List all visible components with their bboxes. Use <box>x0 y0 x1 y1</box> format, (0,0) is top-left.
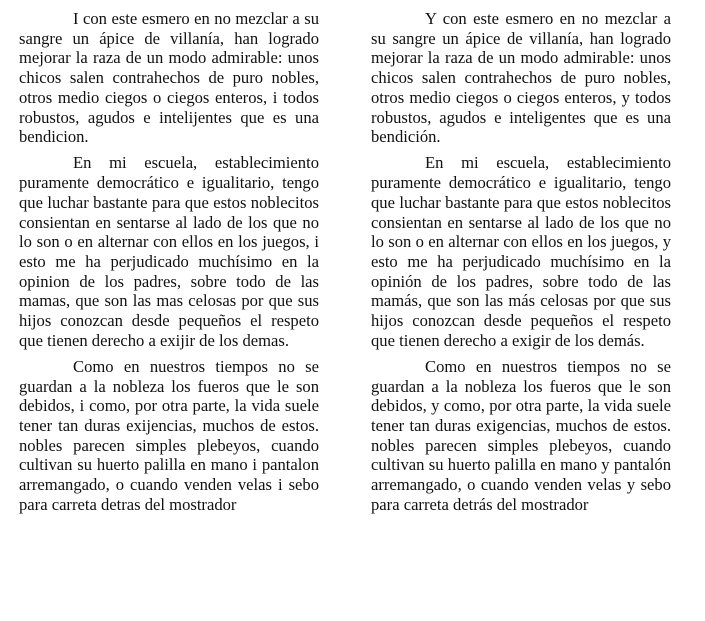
paragraph: Como en nuestros tiempos no se guardan a la nobleza los fueros que le son debidos, i como, por otra parte, la vida suele tener tan duras exijencias, muchos de estos. nobles parecen simples plebeyos, cuando cultivan su huerto palilla en mano i pantalon arremangado, o cuando venden velas i sebo para carreta detras del mostrador <box>19 356 319 514</box>
paragraph: En mi escuela, establecimiento puramente democrático e igualitario, tengo que luchar bastante para que estos noblecitos consientan en sentarse al lado de los que no lo son o en alternar con ellos en los juegos, y esto me ha perjudicado muchísimo en la opinión de los padres, sobre todo de las mamás, que son las más celosas por que sus hijos conozcan desde pequeños el respeto que tienen derecho a exigir de los demás. <box>371 153 671 350</box>
paragraph: Y con este esmero en no mezclar a su sangre un ápice de villanía, han logrado mejorar la raza de un modo admirable: unos chicos salen contrahechos de puro nobles, otros medio ciegos o ciegos enteros, y todos robustos, agudos e inteligentes que es una bendición. <box>371 9 671 147</box>
modernized-text-column <box>371 9 671 521</box>
paragraph: En mi escuela, establecimiento puramente democrático e igualitario, tengo que luchar bastante para que estos noblecitos consientan en sentarse al lado de los que no lo son o en alternar con ellos en los juegos, i esto me ha perjudicado muchísimo en la opinion de los padres, sobre todo de las mamas, que son las mas celosas por que sus hijos conozcan desde pequeños el respeto que tienen derecho a exijir de los demas. <box>19 153 319 350</box>
paragraph: Como en nuestros tiempos no se guardan a la nobleza los fueros que le son debidos, y como, por otra parte, la vida suele tener tan duras exigencias, muchos de estos. nobles parecen simples plebeyos, cuando cultivan su huerto palilla en mano y pantalón arremangado, o cuando venden velas y sebo para carreta detrás del mostrador <box>371 356 671 514</box>
paragraph: I con este esmero en no mezclar a su sangre un ápice de villanía, han logrado mejorar la raza de un modo admirable: unos chicos salen contrahechos de puro nobles, otros medio ciegos o ciegos enteros, i todos robustos, agudos e intelijentes que es una bendicion. <box>19 9 319 147</box>
original-text-column <box>19 9 319 521</box>
